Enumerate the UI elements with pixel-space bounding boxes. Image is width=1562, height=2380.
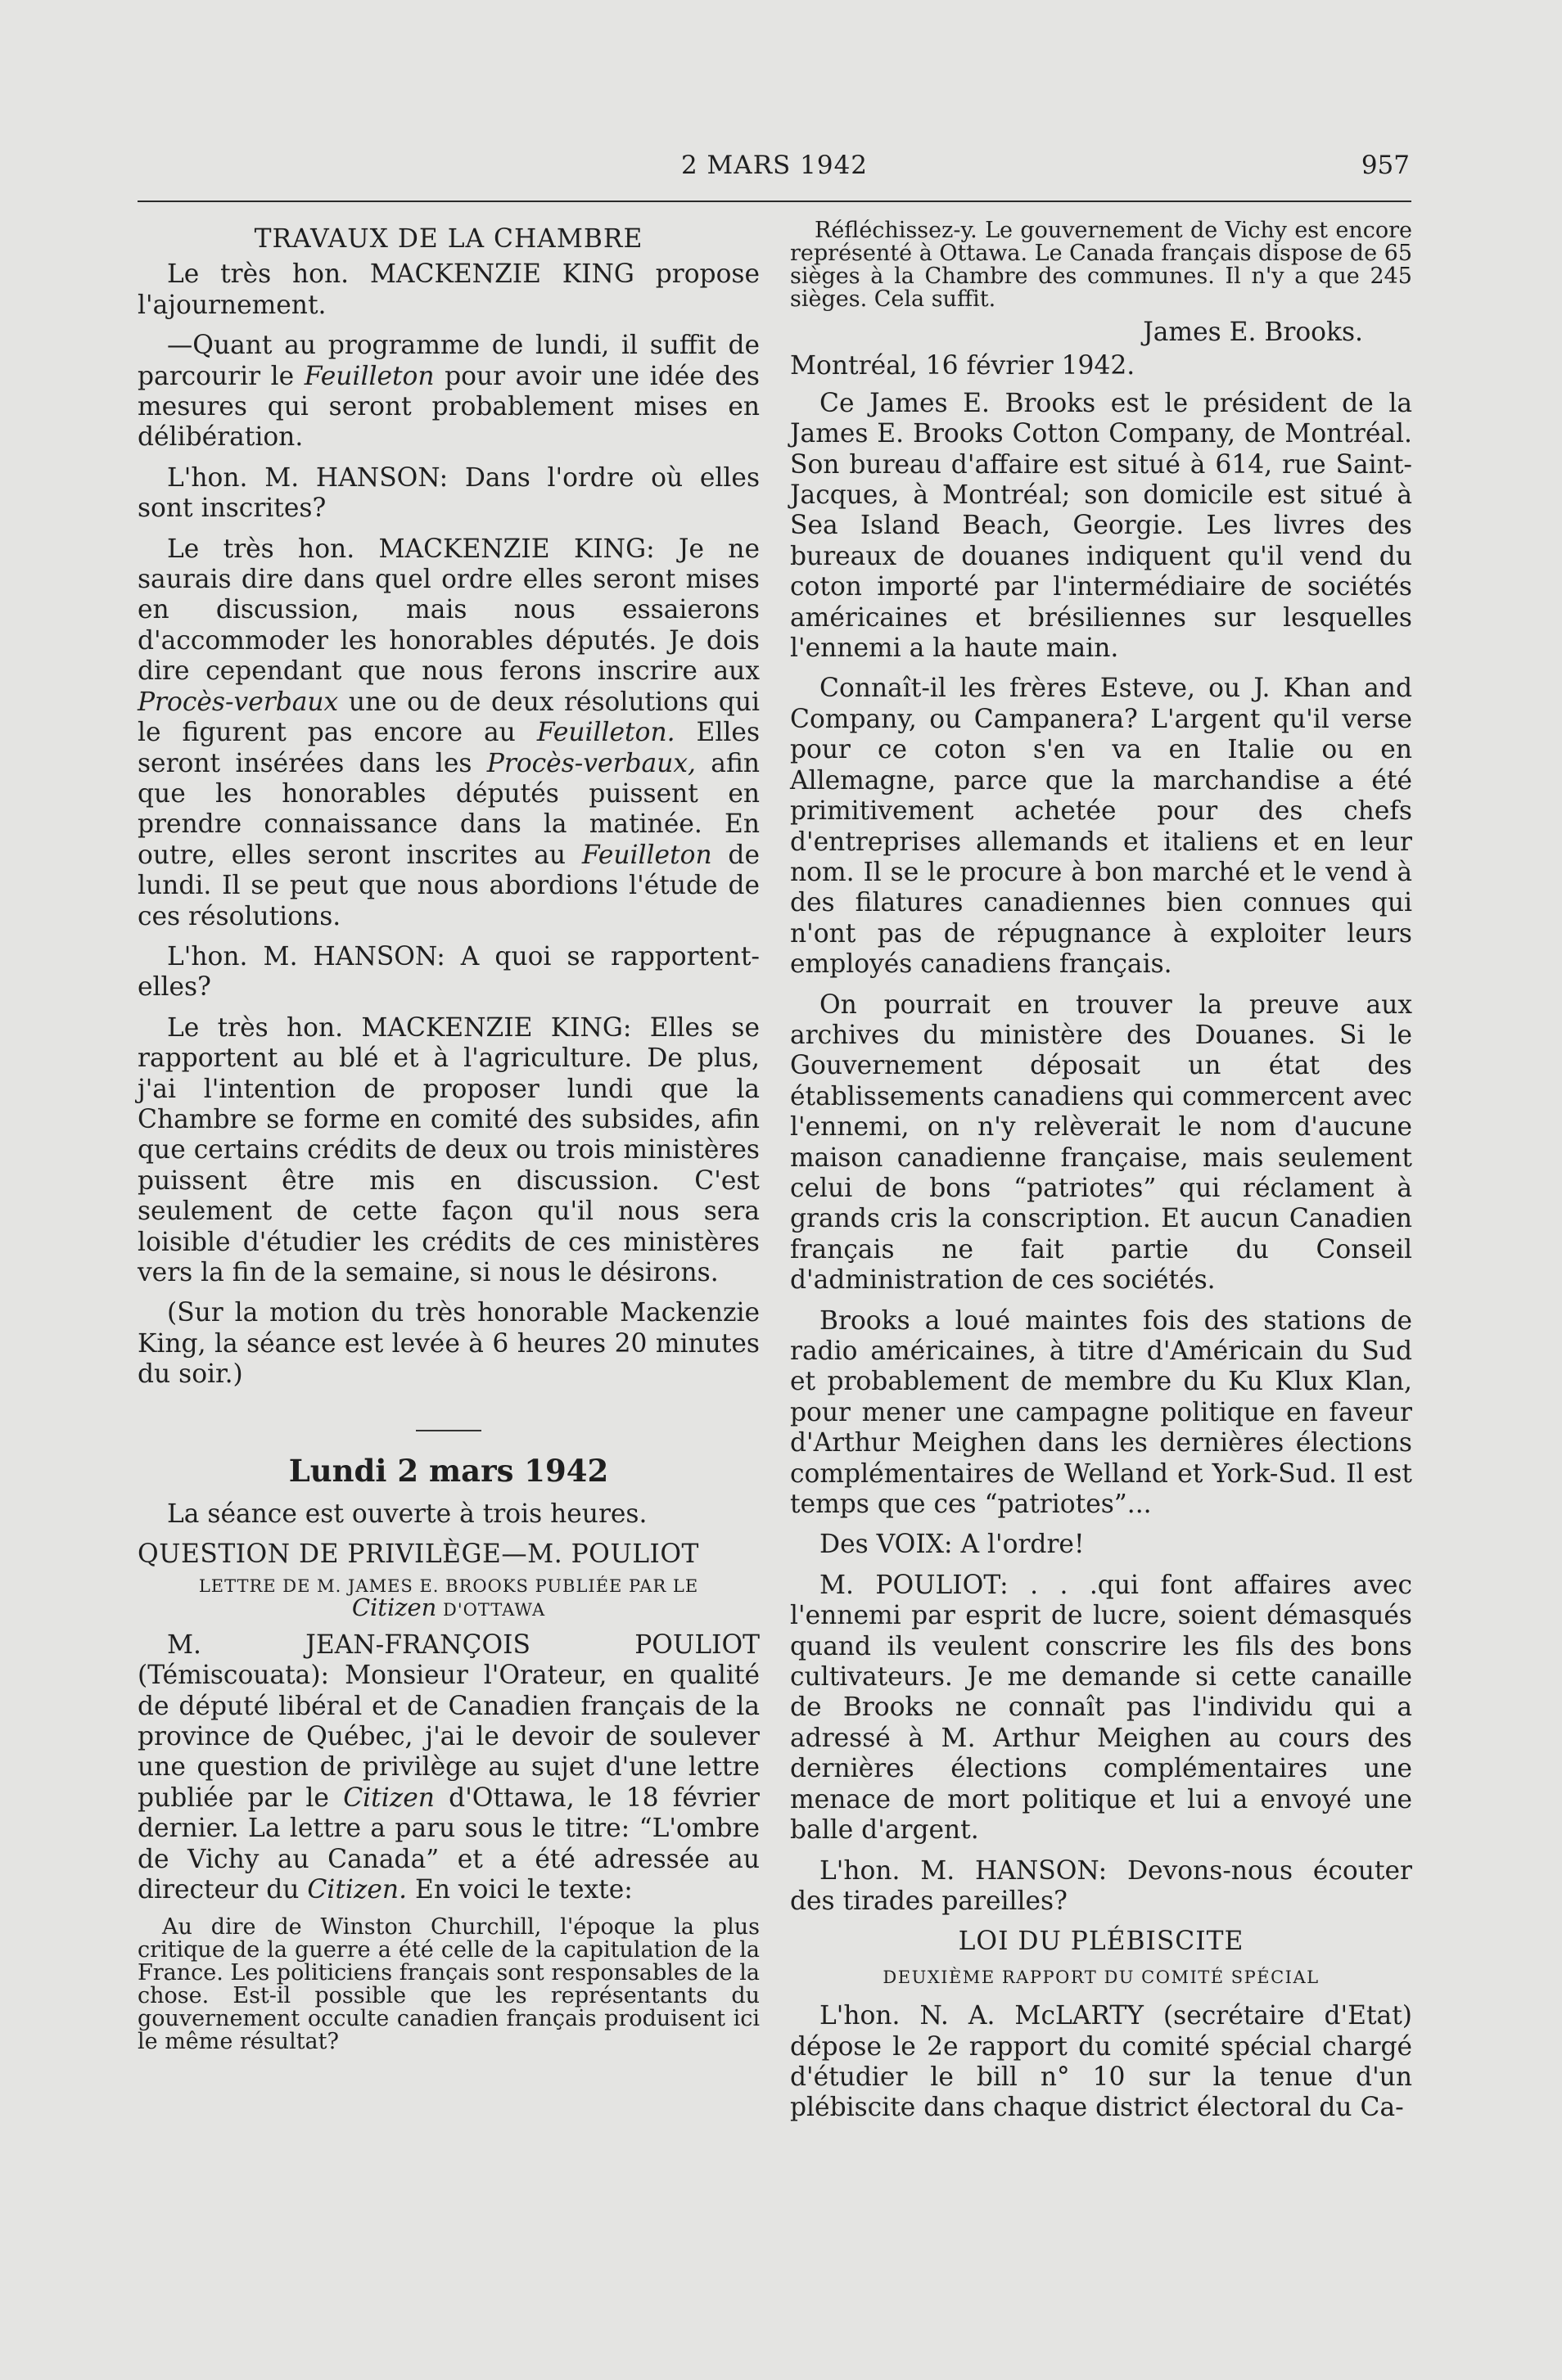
page-header (138, 146, 1411, 188)
paragraph: L'hon. M. HANSON: Dans l'ordre où elles sont inscrites? (138, 462, 760, 524)
paragraph: On pourrait en trouver la preuve aux archives du ministère des Douanes. Si le Gouvernement déposait un état des établissements canadiens qui commercent avec l'ennemi, on n'y relèverait le nom d'aucune maison canadienne française, mais seulement celui de bons “patriotes” qui réclament à grands cris la conscription. Et aucun Canadien français ne fait partie du Conseil d'administration de ces sociétés. (790, 989, 1412, 1296)
paragraph: Connaît-il les frères Esteve, ou J. Khan and Company, ou Campanera? L'argent qu'il verse pour ce coton s'en va en Italie ou en Allemagne, parce que la marchandise a été primitivement achetée pour des chefs d'entreprises allemands et italiens et en leur nom. Il se le procure à bon marché et le vend à des filatures canadiennes bien connues qui n'ont pas de répugnance à exploiter leurs employés canadiens français. (790, 674, 1412, 980)
section-heading-plebiscite: LOI DU PLÉBISCITE (958, 1927, 1244, 1957)
section-heading-privilege: QUESTION DE PRIVILÈGE—M. POULIOT (138, 1539, 699, 1570)
quoted-letter: Réfléchissez-y. Le gouvernement de Vichy est encore représenté à Ottawa. Le Canada français dispose de 65 sièges à la Chambre des communes. Il n'y a que 245 sièges. Cela suffit. (790, 218, 1412, 312)
header-date: 2 MARS 1942 (680, 151, 869, 180)
paragraph: L'hon. N. A. McLARTY (secrétaire d'Etat) dépose le 2e rapport du comité spécial chargé d'étudier le bill n° 10 sur la tenue d'un plébiscite dans chaque district électoral du Ca- (790, 2001, 1412, 2123)
paragraph: Ce James E. Brooks est le président de la James E. Brooks Cotton Company, de Montréal. Son bureau d'affaire est situé à 614, rue Saint-Jacques, à Montréal; son domicile est situé à Sea Island Beach, Georgie. Les livres des bureaux de douanes indiquent qu'il vend du coton importé par l'intermédiaire de sociétés américaines et brésiliennes sur lesquelles l'ennemi a la haute main. (790, 388, 1412, 664)
section-divider (416, 1430, 481, 1431)
sub-heading: LETTRE DE M. JAMES E. BROOKS PUBLIÉE PAR LE Citizen D'OTTAWA (198, 1575, 699, 1621)
day-heading: Lundi 2 mars 1942 (288, 1452, 609, 1489)
paragraph: Le très hon. MACKENZIE KING: Elles se rapportent au blé et à l'agriculture. De plus, j'ai l'intention de proposer lundi que la Chambre se forme en comité des subsides, afin que certains crédits de deux ou trois ministères puissent être mis en discussion. C'est seulement de cette façon qu'il nous sera loisible d'étudier les crédits de ces ministères vers la fin de la semaine, si nous le désirons. (138, 1012, 760, 1287)
paragraph: Le très hon. MACKENZIE KING: Je ne saurais dire dans quel ordre elles seront mises en discussion, mais nous essaierons d'accommoder les honorables députés. Je dois dire cependant que nous ferons inscrire aux Procès-verbaux une ou de deux résolutions qui le figurent pas encore au Feuilleton. Elles seront insérées dans les Procès-verbaux, afin que les honorables députés puissent en prendre connaissance dans la matinée. En outre, elles seront inscrites au Feuilleton de lundi. Il se peut que nous abordions l'étude de ces résolutions. (138, 534, 761, 931)
section-heading-travaux: TRAVAUX DE LA CHAMBRE (254, 224, 643, 254)
paragraph: (Sur la motion du très honorable Mackenzie King, la séance est levée à 6 heures 20 minutes du soir.) (138, 1298, 760, 1390)
paragraph: L'hon. M. HANSON: A quoi se rapportent-elles? (138, 941, 760, 1003)
right-column (790, 219, 1412, 2134)
paragraph: M. JEAN-FRANÇOIS POULIOT (Témiscouata): Monsieur l'Orateur, en qualité de député libéral et de Canadien français de la province de Québec, j'ai le devoir de soulever une question de privilège au sujet d'une lettre publiée par le Citizen d'Ottawa, le 18 février dernier. La lettre a paru sous le titre: “L'ombre de Vichy au Canada” et a été adressée au directeur du Citizen. En voici le texte: (138, 1629, 760, 1905)
page-number: 957 (1361, 151, 1410, 180)
paragraph: Brooks a loué maintes fois des stations de radio américaines, à titre d'Américain du Sud et probablement de membre du Ku Klux Klan, pour mener une campagne politique en faveur d'Arthur Meighen dans les dernières élections complémentaires de Welland et York-Sud. Il est temps que ces “patriotes”... (790, 1305, 1412, 1520)
paragraph: M. POULIOT: . . .qui font affaires avec l'ennemi par esprit de lucre, soient démasqués quand ils veulent conscrire les fils des bons cultivateurs. Je me demande si cette canaille de Brooks ne connaît pas l'individu qui a adressé à M. Arthur Meighen au cours des dernières élections complémentaires une menace de mort politique et lui a envoyé une balle d'argent. (790, 1570, 1412, 1846)
paragraph: La séance est ouverte à trois heures. (167, 1499, 648, 1530)
quoted-letter: Au dire de Winston Churchill, l'époque la plus critique de la guerre a été celle de la capitulation de la France. Les politiciens français sont responsables de la chose. Est-il possible que les représentants du gouvernement occulte canadien français produisent ici le même résultat? (138, 1913, 760, 2054)
sub-heading: DEUXIÈME RAPPORT DU COMITÉ SPÉCIAL (883, 1967, 1320, 1987)
paragraph: —Quant au programme de lundi, il suffit de parcourir le Feuilleton pour avoir une idée des mesures qui seront probablement mises en délibération. (138, 331, 760, 453)
left-column (138, 219, 760, 2060)
header-rule (138, 201, 1411, 202)
letter-signature: James E. Brooks. (1143, 318, 1363, 347)
paragraph: Des VOIX: A l'ordre! (819, 1530, 1085, 1560)
paragraph: Le très hon. MACKENZIE KING propose l'ajournement. (138, 259, 760, 320)
paragraph: L'hon. M. HANSON: Devons-nous écouter des tirades pareilles? (790, 1855, 1412, 1916)
letter-dateline: Montréal, 16 février 1942. (790, 351, 1135, 381)
